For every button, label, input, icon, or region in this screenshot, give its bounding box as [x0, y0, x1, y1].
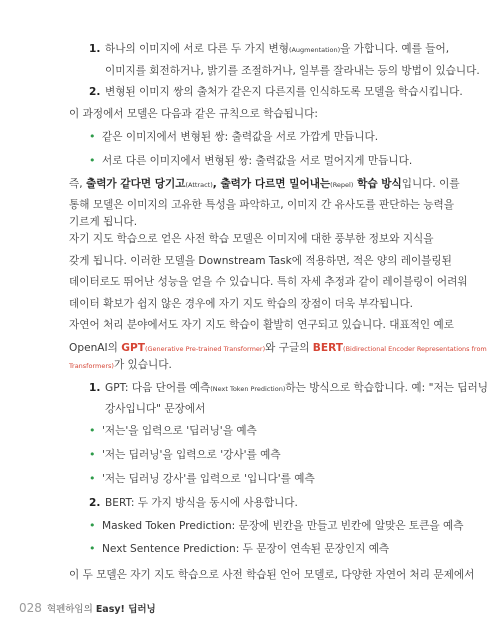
bullet-item: • '저는 딥러닝'을 입력으로 '강사'를 예측 [89, 448, 281, 461]
paragraph-3-line1: 자연어 처리 분야에서도 자기 지도 학습이 활발히 연구되고 있습니다. 대표적인 예로 [69, 319, 454, 331]
item-text-cont: 을 가합니다. 예를 들어, [340, 43, 450, 55]
item-number: 2. [89, 86, 101, 98]
bullet-dot-icon: • [89, 472, 96, 485]
bullet-item: • 같은 이미지에서 변형된 쌍: 출력값을 서로 가깝게 만듭니다. [89, 130, 379, 143]
paragraph-3-line3: Transformers)가 있습니다. [69, 359, 172, 371]
item-text: 변형된 이미지 쌍의 출처가 같은지 다른지를 인식하도록 모델을 학습시킵니다. [105, 86, 463, 98]
bert-item: 2. BERT: 두 가지 방식을 동시에 사용합니다. [89, 497, 298, 509]
bullet-dot-icon: • [89, 154, 96, 167]
paragraph-2-line4: 데이터 확보가 쉽지 않은 경우에 자기 지도 학습의 장점이 더욱 부각됩니다. [69, 298, 414, 310]
gpt-term: GPT [121, 342, 145, 354]
paragraph-2-line3: 데이터로도 뛰어난 성능을 얻을 수 있습니다. 특히 자세 추정과 같이 레이블링이 어려워 [69, 276, 468, 288]
paragraph-1-line3: 기르게 됩니다. [69, 216, 138, 228]
bullet-item: • '저는 딥러닝 강사'를 입력으로 '입니다'를 예측 [89, 472, 315, 485]
item-term-small: (Augmentation) [288, 46, 341, 54]
item-number: 1. [89, 43, 101, 55]
bullet-item: • Masked Token Prediction: 문장에 빈칸을 만들고 빈칸에 알맞은 토큰을 예측 [89, 519, 464, 532]
bullet-dot-icon: • [89, 519, 96, 532]
paragraph-1-line1: 즉, 출력가 같다면 당기고(Attract), 출력가 다르면 밀어내는(Repel) 학습 방식입니다. 이를 [69, 178, 460, 190]
item-number: 1. [89, 382, 101, 394]
page-number: 028 [19, 601, 42, 615]
numbered-item-2 [89, 85, 463, 99]
item-text: 하나의 이미지에 서로 다른 두 가지 변형 [105, 43, 289, 55]
item-number: 2. [89, 497, 101, 509]
last-paragraph-line: 이 두 모델은 자기 지도 학습으로 사전 학습된 언어 모델로, 다양한 자연어 처리 문제에서 [69, 569, 475, 581]
page-footer [19, 601, 156, 615]
paragraph-2-line1: 자기 지도 학습으로 얻은 사전 학습 모델은 이미지에 대한 풍부한 정보와 지식을 [69, 233, 434, 245]
bullet-dot-icon: • [89, 448, 96, 461]
paragraph-1-line2: 통해 모델은 이미지의 고유한 특성을 파악하고, 이미지 간 유사도를 판단하는 능력을 [69, 199, 454, 211]
intro-rule: 이 과정에서 모델은 다음과 같은 규칙으로 학습됩니다: [69, 108, 318, 120]
bullet-item: • '저는'을 입력으로 '딥러닝'을 예측 [89, 424, 257, 437]
bullet-dot-icon: • [89, 130, 96, 143]
bullet-dot-icon: • [89, 424, 96, 437]
gpt-item: 1. GPT: 다음 단어를 예측(Next Token Prediction)하는 방식으로 학습합니다. 예: "저는 딥러닝 [89, 382, 488, 394]
bullet-dot-icon: • [89, 542, 96, 555]
numbered-item-1-line2: 이미지를 회전하거나, 밝기를 조절하거나, 일부를 잘라내는 등의 방법이 있습니다. [105, 65, 480, 77]
paragraph-2-line2: 갖게 됩니다. 이러한 모델을 Downstream Task에 적용하면, 적은 양의 레이블링된 [69, 255, 452, 267]
bullet-item: • 서로 다른 이미지에서 변형된 쌍: 출력값을 서로 멀어지게 만듭니다. [89, 154, 413, 167]
numbered-item-1 [89, 42, 449, 57]
paragraph-3-line2: OpenAI의 GPT(Generative Pre-trained Transformer)와 구글의 BERT(Bidirectional Encoder Representations from [69, 342, 487, 354]
bullet-item: • Next Sentence Prediction: 두 문장이 연속된 문장인지 예측 [89, 542, 390, 555]
gpt-item-line2: 강사입니다" 문장에서 [105, 403, 206, 415]
book-title: 혁펜하임의 Easy! 딥러닝 [46, 604, 156, 615]
bert-term: BERT [312, 342, 344, 354]
